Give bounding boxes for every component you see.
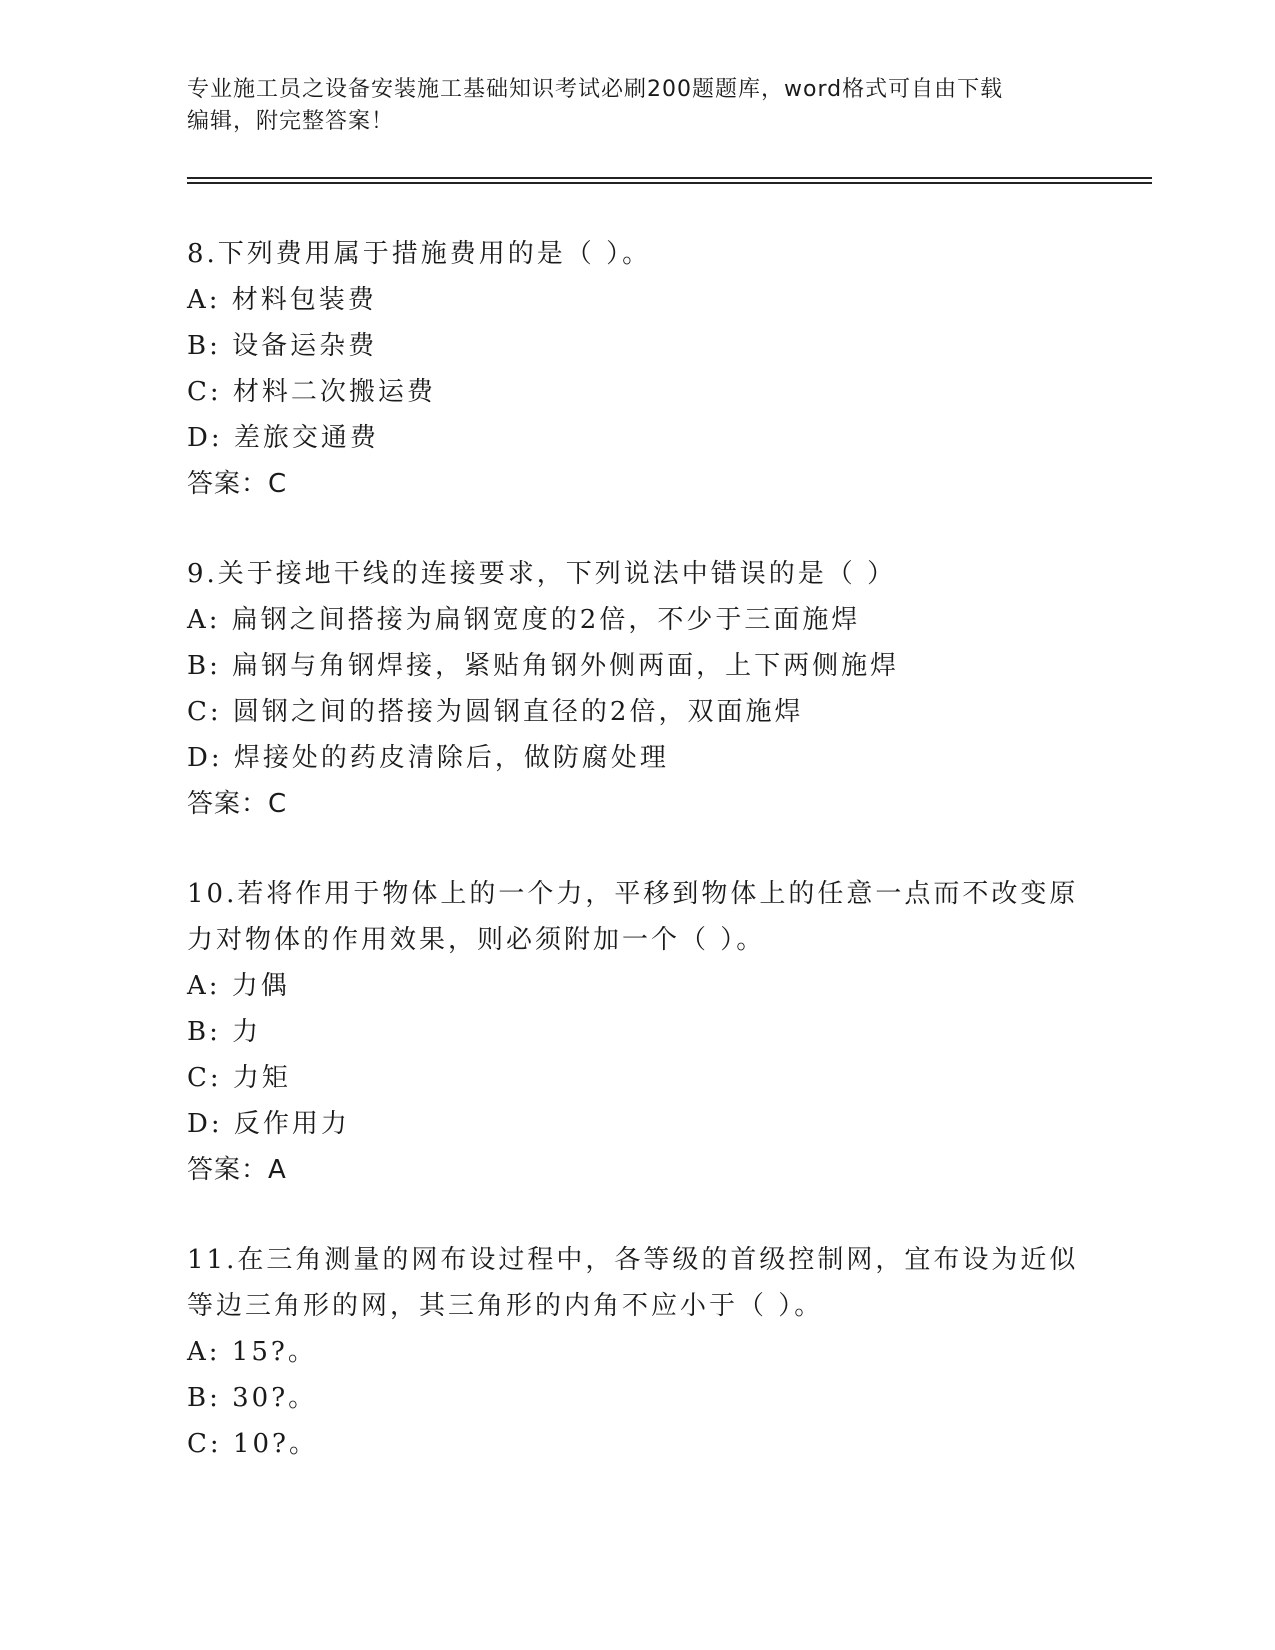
question-stem-line-2: 力对物体的作用效果，则必须附加一个（ ）。 <box>187 925 766 955</box>
question-9 <box>187 551 1087 827</box>
option-a: A: 扁钢之间搭接为扁钢宽度的2倍，不少于三面施焊 <box>187 605 861 635</box>
option-c: C: 圆钢之间的搭接为圆钢直径的2倍，双面施焊 <box>187 697 804 727</box>
question-stem-line-1: 10.若将作用于物体上的一个力，平移到物体上的任意一点而不改变原 <box>187 879 1079 909</box>
option-d: D: 焊接处的药皮清除后，做防腐处理 <box>187 743 669 773</box>
option-c: C: 10?。 <box>187 1429 318 1459</box>
option-a: A: 力偶 <box>187 971 290 1001</box>
option-d: D: 差旅交通费 <box>187 423 379 453</box>
option-b: B: 力 <box>187 1017 262 1047</box>
header-divider-bottom <box>187 182 1152 184</box>
header-line-1: 专业施工员之设备安装施工基础知识考试必刷200题题库，word格式可自由下载 <box>187 77 1004 102</box>
option-b: B: 扁钢与角钢焊接，紧贴角钢外侧两面，上下两侧施焊 <box>187 651 900 681</box>
option-b: B: 30?。 <box>187 1383 318 1413</box>
question-11 <box>187 1237 1087 1467</box>
header-line-2: 编辑，附完整答案！ <box>187 109 395 134</box>
question-stem: 8.下列费用属于措施费用的是（ ）。 <box>187 239 652 269</box>
answer: 答案：C <box>187 789 288 819</box>
question-10 <box>187 871 1087 1193</box>
option-a: A: 材料包装费 <box>187 285 377 315</box>
header-divider-top <box>187 177 1152 179</box>
option-d: D: 反作用力 <box>187 1109 350 1139</box>
option-b: B: 设备运杂费 <box>187 331 378 361</box>
option-a: A: 15?。 <box>187 1337 317 1367</box>
question-stem-line-1: 11.在三角测量的网布设过程中，各等级的首级控制网，宜布设为近似 <box>187 1245 1079 1275</box>
question-stem: 9.关于接地干线的连接要求，下列说法中错误的是（ ） <box>187 559 897 589</box>
document-header <box>187 74 1087 138</box>
question-stem-line-2: 等边三角形的网，其三角形的内角不应小于（ ）。 <box>187 1291 824 1321</box>
option-c: C: 材料二次搬运费 <box>187 377 436 407</box>
answer: 答案：C <box>187 469 288 499</box>
question-8 <box>187 231 1087 507</box>
option-c: C: 力矩 <box>187 1063 291 1093</box>
answer: 答案：A <box>187 1155 287 1185</box>
